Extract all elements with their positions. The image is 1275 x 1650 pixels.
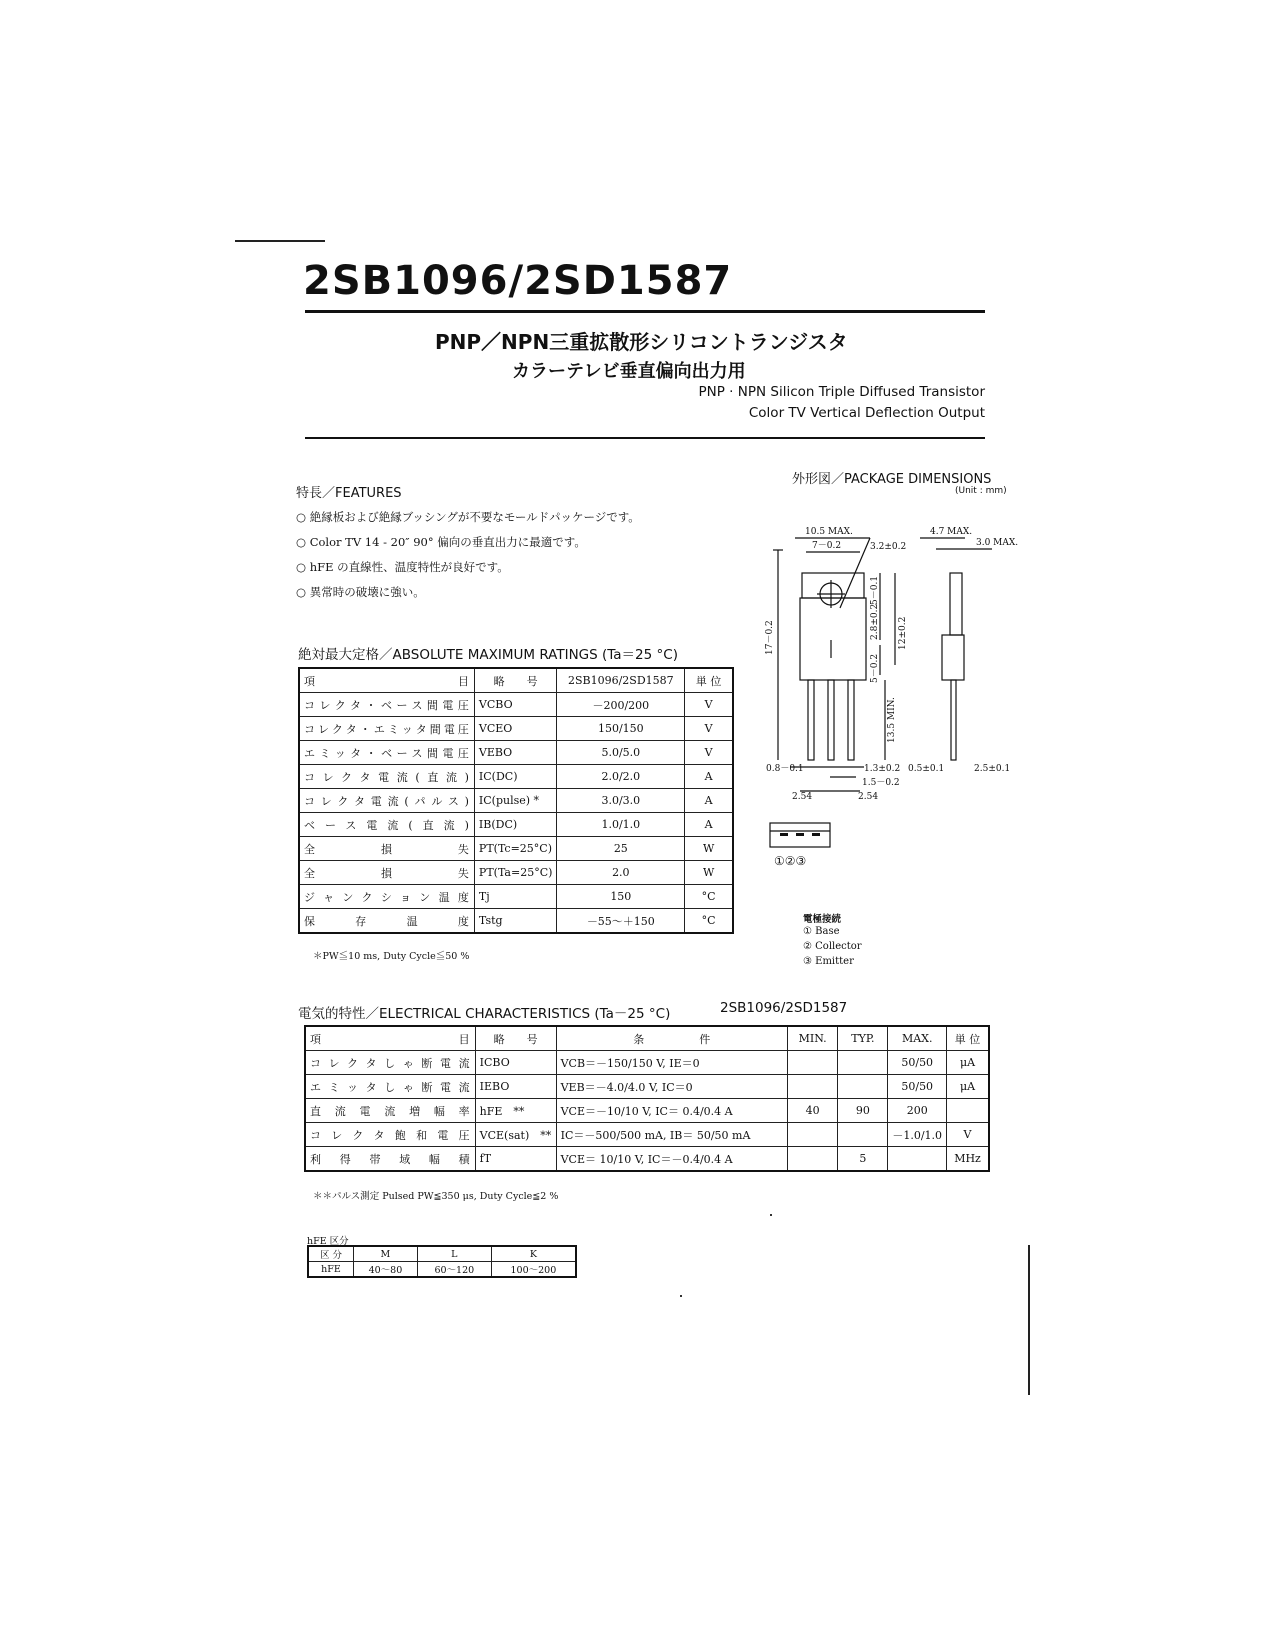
param-max: 50/50: [888, 1075, 947, 1099]
param-value: 150: [557, 885, 685, 909]
param-name: コレクタ・エミッタ間電圧: [299, 717, 474, 741]
param-symbol: ICBO: [475, 1051, 556, 1075]
rank-value: 60～120: [417, 1262, 491, 1278]
electrical-part-number: 2SB1096/2SD1587: [720, 1000, 848, 1016]
param-condition: VCE＝－10/10 V, IC＝ 0.4/0.4 A: [556, 1099, 787, 1123]
param-unit: W: [685, 837, 733, 861]
hfe-rank-title: hFE 区分: [307, 1236, 349, 1247]
param-symbol: VCBO: [474, 693, 557, 717]
side-lead: [951, 680, 956, 760]
dim-label: 2.54: [792, 792, 813, 802]
package-unit: (Unit : mm): [955, 486, 1007, 496]
rank-header: M: [353, 1246, 417, 1262]
column-header: 2SB1096/2SD1587: [557, 668, 685, 693]
table-row: [299, 717, 733, 741]
column-header: 単 位: [685, 668, 733, 693]
subtitle-en-2: Color TV Vertical Deflection Output: [748, 405, 985, 421]
param-name: コレクタしゃ断電流: [305, 1051, 475, 1075]
subtitle-jp-1: PNP／NPN三重拡散形シリコントランジスタ: [435, 330, 848, 354]
subtitle-jp-2: カラーテレビ垂直偏向出力用: [512, 361, 746, 382]
top-rule: [235, 240, 325, 242]
scan-dot: [680, 1295, 682, 1297]
feature-item: ○ 絶縁板および絶縁ブッシングが不要なモールドパッケージです。: [296, 510, 640, 524]
param-typ: 90: [838, 1099, 888, 1123]
dim-label: 1.5－0.2: [862, 778, 900, 788]
param-symbol: IC(DC): [474, 765, 557, 789]
subtitle-en-1: PNP · NPN Silicon Triple Diffused Transistor: [698, 384, 985, 400]
param-max: [888, 1147, 947, 1172]
param-value: 5.0/5.0: [557, 741, 685, 765]
dim-label: 5－0.2: [870, 653, 880, 683]
param-symbol: Tstg: [474, 909, 557, 934]
dim-label: 2.8±0.2: [870, 603, 880, 640]
table-row: [305, 1051, 989, 1075]
param-unit: A: [685, 789, 733, 813]
electrical-title: 電気的特性／ELECTRICAL CHARACTERISTICS (Ta－25 °C): [298, 1006, 671, 1022]
scan-edge-mark: [1028, 1245, 1030, 1395]
rank-value: hFE: [308, 1262, 353, 1278]
param-name: 保 存 温 度: [299, 909, 474, 934]
dim-label: 0.5±0.1: [908, 764, 945, 774]
param-value: 150/150: [557, 717, 685, 741]
abs-max-table: [298, 667, 734, 934]
param-name: 全 損 失: [299, 861, 474, 885]
param-name: コレクタ・ベース間電圧: [299, 693, 474, 717]
column-header: TYP.: [838, 1026, 888, 1051]
param-value: 2.0/2.0: [557, 765, 685, 789]
param-symbol: hFE **: [475, 1099, 556, 1123]
param-max: 50/50: [888, 1051, 947, 1075]
param-min: [787, 1123, 838, 1147]
param-value: 25: [557, 837, 685, 861]
param-unit: V: [685, 717, 733, 741]
rank-header: K: [491, 1246, 576, 1262]
param-unit: μA: [947, 1051, 989, 1075]
dim-label: 2.5±0.1: [974, 764, 1011, 774]
param-name: 全 損 失: [299, 837, 474, 861]
param-name: 直流電流増幅率: [305, 1099, 475, 1123]
column-header: MIN.: [787, 1026, 838, 1051]
param-symbol: VCE(sat) **: [475, 1123, 556, 1147]
column-header: 略 号: [475, 1026, 556, 1051]
param-min: [787, 1075, 838, 1099]
param-unit: °C: [685, 885, 733, 909]
param-unit: A: [685, 765, 733, 789]
hfe-rank-table: [307, 1245, 577, 1278]
document-title: 2SB1096/2SD1587: [303, 258, 733, 304]
features-title: 特長／FEATURES: [296, 486, 402, 501]
param-typ: [838, 1075, 888, 1099]
param-value: 2.0: [557, 861, 685, 885]
column-header: MAX.: [888, 1026, 947, 1051]
dim-label: 12±0.2: [898, 616, 908, 650]
column-header: 略 号: [474, 668, 557, 693]
abs-max-note: ＊PW≦10 ms, Duty Cycle≦50 %: [313, 951, 470, 962]
param-name: コレクタ電流(直流): [299, 765, 474, 789]
table-row: [308, 1262, 576, 1278]
param-condition: VCE＝ 10/10 V, IC＝－0.4/0.4 A: [556, 1147, 787, 1172]
pin-item-emitter: ③ Emitter: [803, 956, 854, 967]
param-condition: VCB＝－150/150 V, IE＝0: [556, 1051, 787, 1075]
dim-label: 3.0 MAX.: [976, 538, 1019, 548]
table-row: [299, 909, 733, 934]
column-header: 項 目: [305, 1026, 475, 1051]
table-row: [305, 1099, 989, 1123]
table-header-row: [299, 668, 733, 693]
side-tab: [950, 573, 962, 635]
dim-label: 0.8－0.1: [766, 764, 804, 774]
param-min: 40: [787, 1099, 838, 1123]
package-drawing: [760, 505, 1020, 905]
param-name: ジャンクション温度: [299, 885, 474, 909]
param-unit: [947, 1099, 989, 1123]
dim-label: 13.5 MIN.: [887, 697, 897, 743]
param-name: 利得帯域幅積: [305, 1147, 475, 1172]
param-typ: 5: [838, 1147, 888, 1172]
param-name: エミッタ・ベース間電圧: [299, 741, 474, 765]
param-symbol: Tj: [474, 885, 557, 909]
param-symbol: PT(Tc=25°C): [474, 837, 557, 861]
param-unit: W: [685, 861, 733, 885]
rank-header: 区 分: [308, 1246, 353, 1262]
param-symbol: IEBO: [475, 1075, 556, 1099]
param-name: コレクタ飽和電圧: [305, 1123, 475, 1147]
table-row: [299, 861, 733, 885]
package-body: [800, 598, 866, 680]
rank-value: 100～200: [491, 1262, 576, 1278]
param-unit: V: [947, 1123, 989, 1147]
param-symbol: PT(Ta=25°C): [474, 861, 557, 885]
side-body: [942, 635, 964, 680]
column-header: 条 件: [556, 1026, 787, 1051]
dim-label: 7－0.2: [812, 541, 842, 551]
param-max: 200: [888, 1099, 947, 1123]
param-unit: °C: [685, 909, 733, 934]
param-typ: [838, 1123, 888, 1147]
pin-numbers: ①②③: [774, 854, 807, 868]
electrical-table: [304, 1025, 990, 1172]
rank-header: L: [417, 1246, 491, 1262]
dim-label: 17－0.2: [765, 620, 775, 655]
header-bottom-rule: [305, 437, 985, 439]
param-unit: MHz: [947, 1147, 989, 1172]
table-row: [299, 789, 733, 813]
param-unit: V: [685, 741, 733, 765]
feature-item: ○ 異常時の破壊に強い。: [296, 585, 425, 599]
table-header-row: [308, 1246, 576, 1262]
param-unit: V: [685, 693, 733, 717]
param-symbol: IB(DC): [474, 813, 557, 837]
dim-label: 1.3±0.2: [864, 764, 901, 774]
pin-item-collector: ② Collector: [803, 941, 862, 952]
param-condition: IC＝－500/500 mA, IB＝ 50/50 mA: [556, 1123, 787, 1147]
dim-label: 2.54: [858, 792, 879, 802]
package-title: 外形図／PACKAGE DIMENSIONS: [792, 472, 992, 487]
param-max: －1.0/1.0: [888, 1123, 947, 1147]
table-row: [299, 765, 733, 789]
param-typ: [838, 1051, 888, 1075]
lead-2: [828, 680, 834, 760]
param-name: ベース電流(直流): [299, 813, 474, 837]
param-min: [787, 1147, 838, 1172]
param-name: コレクタ電流(パルス): [299, 789, 474, 813]
table-header-row: [305, 1026, 989, 1051]
scan-dot: [770, 1214, 772, 1216]
feature-item: ○ hFE の直線性、温度特性が良好です。: [296, 560, 509, 574]
table-row: [299, 693, 733, 717]
table-row: [299, 885, 733, 909]
column-header: 項 目: [299, 668, 474, 693]
param-min: [787, 1051, 838, 1075]
pin-item-base: ① Base: [803, 926, 840, 937]
param-value: 1.0/1.0: [557, 813, 685, 837]
param-value: －55～＋150: [557, 909, 685, 934]
param-symbol: fT: [475, 1147, 556, 1172]
param-unit: μA: [947, 1075, 989, 1099]
abs-max-title: 絶対最大定格／ABSOLUTE MAXIMUM RATINGS (Ta＝25 °C): [298, 647, 678, 663]
table-row: [299, 813, 733, 837]
param-symbol: VEBO: [474, 741, 557, 765]
lead-1: [808, 680, 814, 760]
pin-connection-title: 電極接続: [803, 914, 842, 925]
dim-label: 4.7 MAX.: [930, 527, 973, 537]
table-row: [305, 1123, 989, 1147]
param-symbol: IC(pulse) *: [474, 789, 557, 813]
table-row: [299, 741, 733, 765]
lead-3: [848, 680, 854, 760]
dim-label: 3.2±0.2: [870, 542, 907, 552]
column-header: 単 位: [947, 1026, 989, 1051]
electrical-note: ＊＊パルス測定 Pulsed PW≦350 μs, Duty Cycle≦2 %: [313, 1191, 559, 1202]
param-unit: A: [685, 813, 733, 837]
param-value: 3.0/3.0: [557, 789, 685, 813]
table-row: [305, 1075, 989, 1099]
dim-label: 5－0.1: [870, 575, 880, 605]
param-symbol: VCEO: [474, 717, 557, 741]
table-row: [299, 837, 733, 861]
title-rule: [305, 310, 985, 313]
dim-label: 10.5 MAX.: [805, 527, 853, 537]
param-value: －200/200: [557, 693, 685, 717]
param-name: エミッタしゃ断電流: [305, 1075, 475, 1099]
param-condition: VEB＝－4.0/4.0 V, IC＝0: [556, 1075, 787, 1099]
table-row: [305, 1147, 989, 1172]
feature-item: ○ Color TV 14 - 20″ 90° 偏向の垂直出力に最適です。: [296, 535, 586, 549]
rank-value: 40～80: [353, 1262, 417, 1278]
